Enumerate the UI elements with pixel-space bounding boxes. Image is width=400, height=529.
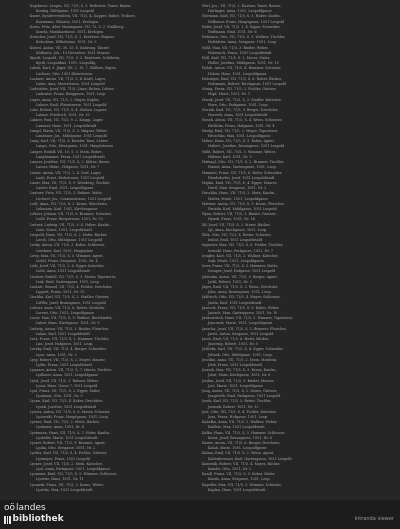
directory-entry: Hyna, Robert, VII, 71/5, 3. Binder, Gärtner, (202, 212, 277, 217)
directory-entry: Hrdlicka, Franz, Hofgasse, 1051, Nr. 4 (208, 123, 275, 128)
directory-entry: Honig, Franz, VII, 71/5, 2. Pichler, Gärtner, (202, 87, 277, 92)
directory-entry: Hufnagl, Otto, VII, 71/5, S, 2. Brunner, Tischler, (202, 160, 285, 165)
directory-entry: Jost, Marie, 1051, Leopoldgasse (208, 383, 264, 388)
logo-top-text: landes (16, 503, 46, 513)
directory-entry: Kalab, Marie, 1051, Leopoldgasse (208, 446, 267, 451)
directory-entry: Janousek, Marie, 1051, Leopoldgasse (208, 321, 273, 326)
directory-entry: Lasser, Heinr., Hofgasse, 1051, Nr. 7 (36, 165, 100, 170)
directory-entry: Jeschke, Anna, VII, 71/5, 2. Stein, Modistin, (202, 357, 278, 362)
directory-entry: Just, Otto, VII, 71/5, S, 4. Pichler, Kutscher, (202, 409, 277, 414)
directory-entry: Jaritz, Anton, Seegasse, 1051 Leopold (208, 331, 274, 336)
directory-entry: Lewy, Max, VII, 71/5, S, 5. Wimmer, Agent, (30, 253, 104, 258)
directory-entry: Lyzar, Hans, Gasse 7, 1051 Leopold (36, 383, 98, 388)
directory-entry: Ladstätter, Josef, VII, 71/5, Linze, Ruhen, Lehrer, (30, 87, 115, 92)
directory-entry: Jauernig, Robert, 1051, Nr. 5 (208, 342, 259, 347)
directory-entry: Leopold, Hans, VII, 71/5, S, 2. Hofer, Bäcker, (30, 232, 108, 237)
directory-entry: Hofer, Josef, VII, 71/5, 2. 4. Egger, Schneider, (202, 24, 281, 29)
directory-entry: Hubert, Josefine, Brunngasse, 1051 Leopold (208, 144, 285, 149)
directory-entry: Irsigler, Karl, VII, 71/5, 2. Wallner, Kutscher, (202, 253, 279, 258)
directory-entry: Lampl, Maria, VII, 71/5, S, 3. Wagner, Weber, (30, 128, 108, 133)
logo-prefix: oö (4, 503, 16, 513)
footer-bar (0, 500, 400, 529)
directory-entry: Lyzmaier, Emil, VII, 71/5, S, 5. Wimmer, Schlosser, (30, 472, 118, 477)
directory-entry: Ladurner, Franz, Berggasse, 1051, Leop. (36, 92, 107, 97)
directory-entry: Laub, Ernst, Parkstrasse, 1051 Leopold (36, 175, 105, 180)
directory-entry: Jaklitsch, Otto, VII, 71/5, 4. Mayer, Schlosser, (202, 295, 281, 300)
directory-entry: Hörl, Jos., VII, 71/5, 2. Kastner, Tanev, Bauen, (202, 4, 281, 8)
directory-entry: Loser, Max, VII, 71/5, S, 9. Wallner, Buchbinder, (30, 316, 113, 321)
directory-entry: Jelinek, Otto, Mühlgasse, 1051, Leop. (208, 352, 273, 357)
directory-entry: Ibl, Josef, VII, 71/5, S, 2. Moser, Bäcker, (202, 222, 271, 227)
directory-entry: Lyzowski, Franz, Hauptgasse, 1051, Leop. (36, 415, 109, 420)
directory-entry: Kaiser, Anton, VII, 71/5, 6. Berger, Drechsler, (202, 441, 281, 446)
directory-entry: Lorenz, Otto, 1051, Leopoldgasse (36, 310, 94, 315)
directory-entry: Hoheneck, Franz, 1051 Leopoldstadt (208, 50, 272, 55)
directory-entry: Jilek, Franz, 1051 Leopoldstadt (208, 363, 263, 368)
directory-entry: Kyrill, Leopoldine, 1051, Leopoldg. (36, 61, 97, 66)
directory-entry: Lindner, Rudolf, VII, 71/5, S, 3. Moser, Tapezierer, (30, 274, 117, 279)
directory-entry: Ingruber, Max, VII, 71/5, S, 6. Pichler, Tischler, (202, 243, 284, 248)
directory-entry: Latzer, Anton, VII, 71/5, 2. 4. Dorf, Lager, (30, 170, 102, 175)
directory-entry: Humer, Anna, Gartengasse, 1051, Leop. (208, 165, 277, 170)
directory-entry: Jahn, Anna, Brunngasse, 1051, Leop. (208, 290, 272, 295)
directory-entry: Kursmann, Glänzen, 1051, Krelogen (36, 19, 99, 24)
directory-entry: Ledl, Anna, VII, 71/5, S, 2. Kraus, Wäscherin, (30, 201, 108, 206)
directory-entry: Lesky, Anton, VII, 71/5, 3. Kober, Schlosser, (30, 243, 106, 248)
directory-entry: Janscha, Josef, VII, 71/5, S, 2. Brunner, Fleischer, (202, 326, 287, 331)
directory-entry: Lahr, Robert, VII, 71/5, S, 4. Stuben, Lagner, (30, 108, 108, 113)
directory-entry: Lammer, Hans, 1051, Leopoldstadt (36, 123, 97, 128)
directory-entry: Langer, Rudolf, VII, 10, 5. 3. Stein, Ruhre, (30, 149, 103, 154)
directory-entry: Lanner, Josefine, VII, 71/5, S, 2. Kühne, Bauer, (30, 160, 110, 165)
directory-entry: Jungwirth, Emil, Parkgasse, 1051 Leopold (208, 394, 281, 399)
directory-entry: Lautner, Fritz, VII, 71/5, 3. Ruhner, Maler, (30, 191, 103, 196)
directory-entry: Lyzbauer, Anna, 1051, Nr. 8 (36, 425, 85, 430)
directory-entry: Leuthner, Karl, 1051, Hauptplatz (36, 248, 93, 253)
directory-entry: Hörmann, Karl, VII, 71/5, S, 3. Huber, Kaufm., (202, 14, 282, 19)
directory-entry: Kaplan, Hans, 1051 Leopoldstadt (208, 487, 266, 492)
directory-entry: Illek, Otto, VII, 71/5, 4. Reiter, Schuster, (202, 232, 272, 237)
directory-entry: Löffler, Josef, Brunngasse, 1051 Leopold (36, 300, 106, 305)
directory-entry: Hofbauer, Franz, Hauptgasse, 1051 Leopold (208, 19, 285, 24)
directory-entry: Leitner, Ludwig, VII, 71/5, 9. 4. Huber, Kaufm., (30, 222, 112, 227)
left-column (30, 4, 200, 493)
directory-entry: Isak, Marie, 1051, Leopoldgasse (208, 258, 264, 263)
directory-entry: Leibl, Franz, Bergstrasse, 1051, Nr. 12 (36, 217, 104, 222)
directory-entry: Hübl, Robert, VII, 71/5, 3. Wimmer, Weber, (202, 149, 276, 154)
directory-entry: Hörlinger, Anna, 1051, Leopoldgasse (208, 9, 272, 14)
directory-entry: Kalina, Emil, VII, 71/5, S, 2. Weiss, Agent, (202, 451, 275, 456)
directory-entry: Hupka, Emil, VII, 71/5, S, 4. Egger, Maurer, (202, 180, 278, 185)
directory-entry: Holzer, Hans, 1051, Leopoldgasse (208, 71, 267, 76)
directory-entry: Lager, Anna, VII, 71/5, 2. Mayer, Kupfer, (30, 97, 100, 102)
directory-entry: Kabelka, Anna, VII, 71/5, 2. Wallner, Weber, (202, 420, 278, 425)
directory-entry: Jankowitsch, Hans, VII, 71/5, 3. Wimmer, Tapezierer, (202, 316, 293, 321)
directory-entry: Jirasek, Max, VII, 71/5, S, 3. Kraus, Kaufm., (202, 368, 278, 373)
directory-entry: Jackl, Robert, 1051, Nr. 3 (208, 279, 252, 284)
directory-entry: Lutz, Franz, VII, 71/5, S, 2. Hammer, Tischler, (30, 337, 110, 341)
directory-entry: Lydlauer, Anna, 1051, Leopoldgasse (36, 373, 99, 378)
directory-entry: Hosek, Anton, VII, 71/5, S, 4. Weiss, Schlosser, (202, 118, 283, 123)
directory-entry: Lyzhofer, Marie, 1051 Leopoldstadt (36, 435, 98, 440)
directory-entry: Lukas, Karl, 1051 Leopoldstadt (36, 331, 90, 336)
directory-entry: Holzmann, Robert, Kirchgasse, 1051 Leopold (208, 82, 287, 87)
directory-entry: Lyzner, Josef, VII, 71/5, 2. Stein, Kutscher, (30, 461, 103, 466)
directory-entry: Jablonka, Anton, VII, 71/5, 5. Berger, Agent, (202, 274, 278, 279)
directory-entry: Lauer, Max, VII, 71/5, S, 9. Weinberg, Tischler, (30, 180, 111, 185)
directory-entry: Horn, Otto, Parkgasse, 1051, Leop. (208, 102, 269, 107)
directory-entry: Lyzicka, Max, 1051 Leopoldstadt (36, 487, 93, 492)
directory-entry: Lyzzer, Robert, VII, 71/5, 9. Brunner, Agent, (30, 441, 106, 446)
directory-entry: Jäger, Emil, VII, 71/5, S, 2. Weiss, Drechsler, (202, 284, 279, 289)
directory-entry: Lerch, Otto, Mühlgasse, 1051 Leopold (36, 238, 103, 243)
directory-entry: Hopf, Marie, 1051, Nr. 1 (208, 92, 251, 97)
directory-entry: Lux, Josef, Hofgasse, 1051, Leop. (36, 342, 94, 347)
directory-entry: Lieb, Josef, VII, 71/5, 2. 8. Egger, Kutscher, (30, 264, 105, 269)
directory-entry: Juza, Franz, Hofgasse, 1051, Leop. (208, 415, 269, 420)
directory-entry: Inwinkl, Hans, Parkgasse, 1051, Nr. 7 (208, 248, 274, 253)
directory-entry: Kamenik, Robert, VII, 71/5, 4. Mayer, Bäcker, (202, 461, 281, 466)
directory-entry: Horvath, Anna, 1051 Leopoldstadt (208, 113, 268, 118)
directory-entry: Lywitz, Anton, VII, 71/5, S, 6. Moser, Schuster, (30, 409, 111, 414)
directory-entry: Kützel, Anton, VII, 30, 35, 6. Kuhrung, Tänzer, (30, 45, 110, 50)
directory-entry: Jurasek, Robert, 1051, Nr. 12 (208, 404, 259, 409)
directory-entry: Kafka, Hans, VII, 71/5, S, 3. Hammer, Schlosser, (202, 430, 286, 435)
directory-entry: Lohner, Anna, VII, 71/5, 6. Reiter, Modistin, (30, 305, 106, 310)
directory-entry: Langhammer, Franz, 1051 Leopoldstadt (36, 154, 105, 159)
directory-entry: Lyxl, Franz, VII, 71/5, S, 2. Egger, Maler, (30, 389, 101, 394)
directory-entry: Imhof, Emil, 1051 Leopoldstadt (208, 238, 263, 243)
logo-bottom-text: bibliothek (12, 514, 64, 524)
directory-entry: Labek, Karl, 9. Jäger, VII, 2. 10, 7. Wallner, Sägen, (30, 66, 117, 71)
directory-entry: Hruschka, Max, 1051, Leopoldgasse (208, 134, 271, 139)
directory-entry: Horak, Josef, VII, 71/5, S, 3. Stadler, Kutscher, (202, 97, 282, 102)
directory-entry: Lader, Ama, Meerstrasse, 1051 Leopold (36, 82, 105, 87)
directory-entry: Lysan, Karl, VII, 71/5, 4. Kober, Drechsler, (30, 399, 103, 404)
directory-entry: Lehner, Johann, VII, 71/5, 6. Brunner, Schuster, (30, 212, 112, 217)
directory-entry: Janisch, Max, Gartengasse, 1051, Nr. 10 (208, 310, 278, 315)
directory-entry: Itzinger, Josef, Hofgasse, 1051 Leopold (208, 269, 276, 274)
directory-entry: Lutzky, Emil, VII, 71/5, 4. Berger, Schneider, (30, 347, 107, 352)
directory-entry: Ludwig, Anton, VII, 71/5, 3. Binder, Fleischer, (30, 326, 109, 331)
directory-entry: Lytzl, Josef, VII, 71/5, 3. Ruhner, Weber, (30, 378, 99, 383)
directory-entry: Lyzek, Josefine, 1051 Leopoldstadt (36, 404, 97, 409)
directory-entry: Jedlicka, Karl, VII, 71/5, S, 4. Egger, Schneider, (202, 347, 284, 352)
directory-entry: Hübner, Karl, 1051, Nr. 9 (208, 154, 252, 159)
directory-entry: Kusela, Mankhardasse, 1051, Krelogen (36, 30, 104, 35)
directory-entry: Lyztmann, Hans, VII, 71/5, S, 3. Hofer, Kaufm., (30, 430, 111, 435)
directory-entry: Laufer, Emil, 1051, Leopoldgasse (36, 186, 94, 191)
directory-entry: Kamler, Otto, 1051, Nr. 2 (208, 467, 252, 472)
directory-entry: Igl, Anna, Kirchgasse, 1051, Leop. (208, 227, 268, 232)
directory-entry: Lyzka, Otto, Seegasse, 1051, Nr. 2 (36, 446, 96, 451)
directory-entry: Jurek, Karl, VII, 71/5, 5. Reiter, Tischler, (202, 399, 272, 404)
directory-entry: Jung, Anton, VII, 71/5, S, 2. Moser, Gärtner, (202, 389, 278, 394)
directory-entry: Hynek, Franz, 1051, Nr. 14 (208, 217, 255, 222)
directory-entry: Lynauer, Anton, VII, 71/5, S, 7. Hinter, Tischler, (30, 368, 112, 373)
directory-entry: Hofmann, Otto, VII, 71/5, S, 9. Wallner, Tischler, (202, 35, 286, 40)
directory-entry: Isser, Franz, VII, 71/5, S, 3. Hammer, Maler, (202, 264, 278, 269)
directory-entry: Link, Emil, Gartengasse, 1051, Leop. (36, 279, 100, 284)
directory-entry: Lyzl, Anna, Parkgasse, 1051, Leopoldgasse (36, 467, 111, 472)
directory-entry: Kurtz, Fritz, Alter Stimmgasse, VII, 72, 5, 2. Stallberg, (30, 24, 125, 29)
directory-entry: Kunlag, Waldgasse, 1051 Leopold (36, 9, 94, 14)
directory-entry: Lippert, Franz, 1051, Nr. 15 (36, 290, 85, 295)
directory-entry: Luber, Hans, Kirchgasse, 1051, Nr. 9 (36, 321, 100, 326)
directory-entry: Kutscher, Josef, VII, 71/5, S, 2. Kerberer, Wagner, (30, 35, 115, 40)
directory-entry: Lyzwitz, Hans, 1051, Nr. 11 (36, 477, 84, 482)
directory-entry: Lyzner, Emil, VII, 71/5, 2. Weiss, Bäcker, (30, 420, 100, 425)
directory-entry: Landauer, Jos., Mühlgasse, 1051 Leopold (36, 134, 107, 139)
directory-entry: Hohl, Max, VII, 71/5, 3. Binder, Weber, (202, 45, 269, 50)
directory-entry: Hruby, Emil, VII, 71/5, 2. Mayer, Tapezierer, (202, 128, 278, 133)
directory-entry: Lachner, Otto, 1051 Kleinstrasse (36, 71, 93, 76)
directory-entry: Holzinger, Emil, VII, 71/5, S, 6. Reiter, Bäcker, (202, 76, 282, 81)
directory-entry: Holub, Anton, VII, 71/5, 4. Hammer, Schuster, (202, 66, 282, 71)
directory-entry: Holl, Karl, VII, 71/5, S, 2. Moser, Maler, (202, 56, 271, 61)
library-logo[interactable] (4, 503, 84, 527)
directory-entry: Lenz, Marie, 1051, Leopoldstadt (36, 227, 92, 232)
directory-entry: Hutter, Marie, 1051, Leopoldgasse (208, 196, 268, 201)
directory-entry: Kapeller, Max, VII, 71/5, 3. Wimmer, Schuster, (202, 482, 282, 487)
directory-entry: Kanitz, Anna, Seegasse, 1051, Leop. (208, 477, 271, 482)
directory-entry: Kadletz, Max, 1051 Leopoldstadt (208, 425, 265, 430)
directory-entry: Lehmann, Karl, 1051, Kirchengasse (36, 206, 98, 211)
directory-entry: Jobst, Hans, Kirchgasse, 1051, Nr. 8 (208, 373, 271, 378)
directory-entry: Janecek, Franz, VII, 71/5, S, 9. Kober, Weber, (202, 305, 280, 310)
directory-entry: Huttner, Anton, VII, 71/5, S, 9. Kraus, Fleischer, (202, 201, 285, 206)
directory-entry: Kurze, Eyndeverwalten, VII, 71/5, K, Kapper, Ruhre, Trahore, (30, 14, 136, 19)
directory-entry: Linhart, Wenzel, VII, 71/5, 4. Pichler, Drechsler, (30, 284, 113, 289)
directory-entry: Huschka, Hans, VII, 71/5, 2. Stein, Kaufm., (202, 191, 277, 196)
directory-entry: Kainz, Josef, Brunngasse, 1051, Nr. 6 (208, 435, 273, 440)
directory-entry: Jordan, Josef, VII, 71/5, 9. Binder, Maurer, (202, 378, 275, 383)
directory-entry: Kaltenbrunner, Karl, Gartengasse, 1051 Leopold (208, 456, 292, 461)
directory-entry: Lyzlitz, Karl, VII, 71/5, S, 4. Pichler, Gärtner, (30, 451, 108, 456)
viewer-label[interactable]: Intranda viewer (354, 516, 394, 522)
directory-entry: Huber, Hans, VII, 71/5, S, 5. Kober, Agent, (202, 139, 275, 144)
directory-entry: Lyzmayer, Franz, 1051 Leopold (36, 456, 91, 461)
directory-entry: Hundsdorfer, Josef, 1051 Leopoldstadt (208, 175, 275, 180)
directory-entry: Hwizda, Karl, Mühlgasse, 1051 Leopold (208, 206, 277, 211)
right-column (202, 4, 372, 493)
directory-entry: Hofstätter, Anna, Seegasse, 1051, Leop. (208, 40, 278, 45)
directory-entry: Lange, Otto, Meergasse, 1051, Hauptstrasse (36, 144, 114, 149)
directory-entry: Liebl, Anna, 1051 Leopoldstadt (36, 269, 90, 274)
directory-entry: Jaroš, Emil, VII, 71/5, 6. Hofer, Bäcker, (202, 337, 269, 341)
directory-entry: Kandl, Franz, VII, 71/5, S, 9. Kober, Maler, (202, 472, 276, 477)
directory-entry: Lahner, Emil, Platzstrasse, 1051 Leopold (36, 102, 107, 107)
directory-entry: Lakner, Paul, VII, 71/5, 9. 2. Knapp, Lager, (30, 118, 104, 123)
directory-entry: Kyselt, Leopold, VII, 71/5, 9. 2. Rentierer, Schülerin, (30, 56, 121, 61)
directory-entry: Hummel, Franz, VII, 71/5, 6. Hofer, Schneider, (202, 170, 283, 175)
directory-entry: Hurtl, Max, Seegasse, 1051, Nr. 2 (208, 186, 267, 191)
directory-entry: Lytke, Franz, 1051 Leopoldstadt (36, 363, 92, 368)
directory-entry: Lang, Karl, VII, 71/5, 6. Kessler, Tanz, Lehrer, (30, 139, 109, 144)
directory-entry: Laimer, Friedrich, 1051, Nr. 10 (36, 113, 90, 118)
directory-entry: Lyon, Anna, 1051, Nr. 3 (36, 352, 77, 357)
directory-entry: Lackner, Anton, VII, 71/5, 5, 4. Kraft, Lager, (30, 76, 106, 81)
directory-entry: Lyzanek, Franz, VII, 71/5, 3. Kraus, Weber, (30, 482, 104, 487)
directory-entry: Lichtl, Franz, Seegasse, 1051, Nr. 4 (36, 258, 98, 263)
directory-entry: Hornik, Karl, VII, 71/5, 9. Berger, Drechsler, (202, 108, 279, 113)
directory-entry: Kujakovac, Leopin, VII, 71/5, S, 3. Redivicer, Tanev, Bauen, (30, 4, 132, 8)
directory-entry: Hoffmann, Emil, 1051, Nr. 6 (208, 30, 257, 35)
directory-entry: Kütbauer, Joh., 10 Hernalser, 1051 Strasse (36, 50, 110, 55)
directory-entry: Janda, Karl, 1051 Leopoldstadt (208, 300, 262, 305)
directory-entry: Lyzmann, Otto, 1051, Nr. 5 (36, 394, 83, 399)
directory-entry: Lischka, Karl, VII, 71/5, S, 2. Stadler, Gärtner, (30, 295, 110, 300)
directory-entry: Kutschera, Wilhelmine, 1051, Nr. 3 (36, 40, 97, 45)
directory-entry: Lysy, Robert, VII, 71/5, S, 2. Mayer, Maurer, (30, 357, 106, 362)
directory-entry: Holler, Josefine, Mühlgasse, 1051, Nr. 13 (208, 61, 279, 66)
directory-entry: Lechner, Jos., Sonnenstrasse, 1051 Leopold (36, 196, 112, 201)
bars-icon (4, 516, 11, 524)
